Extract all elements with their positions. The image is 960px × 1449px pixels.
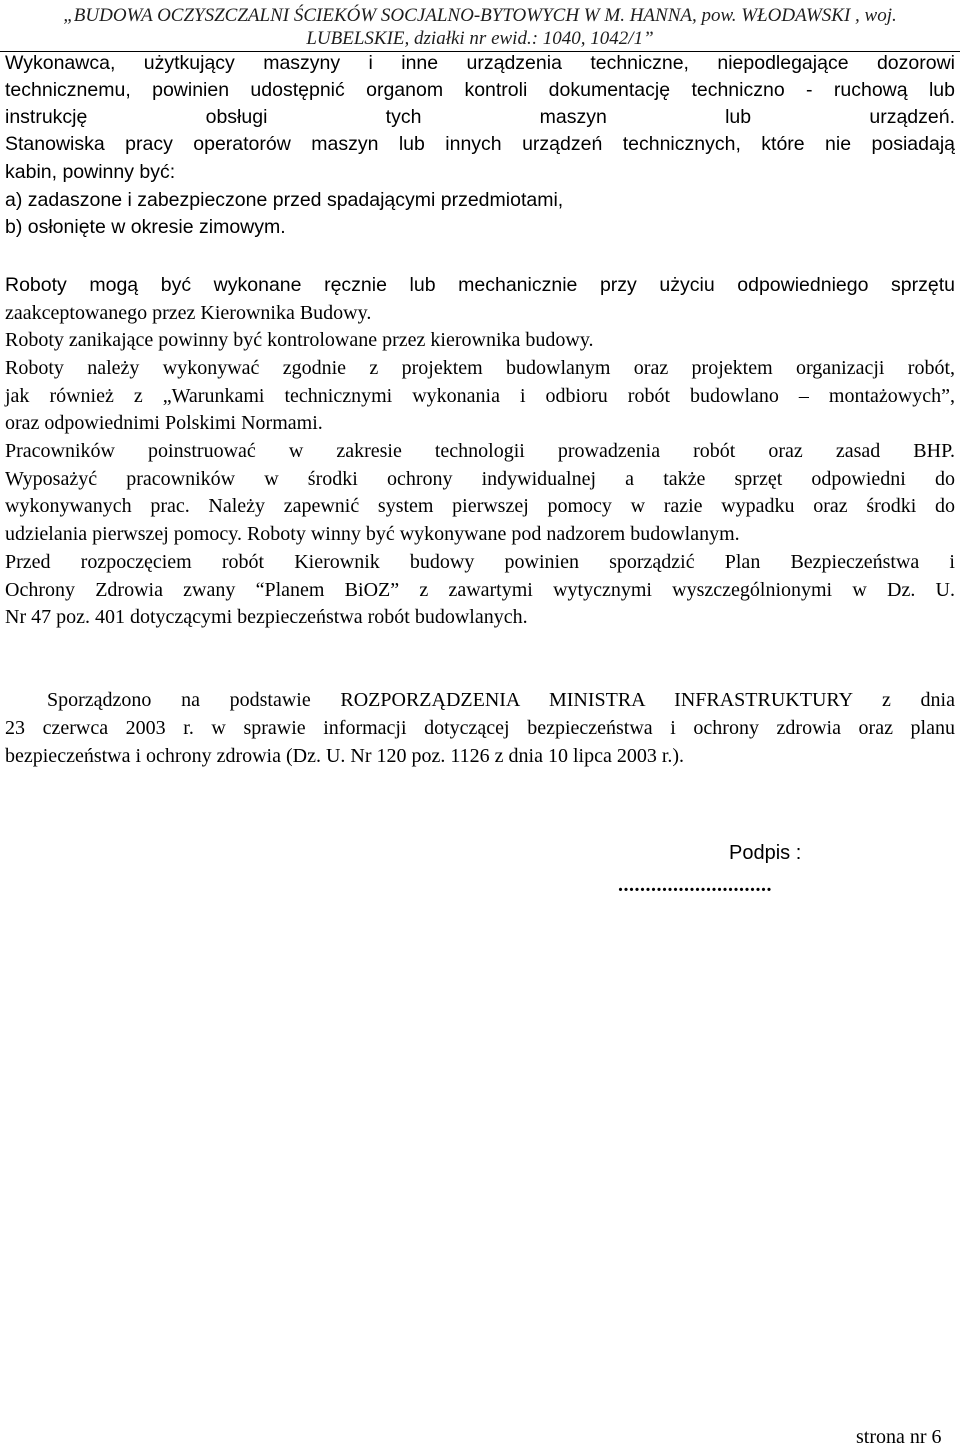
paragraph-line: technicznemu, powinien udostępnić organom kontroli dokumentację techniczno - ruchową lub: [5, 79, 955, 101]
paragraph-line: wykonywanych prac. Należy zapewnić system pierwszej pomocy w razie wypadku oraz środki do: [5, 495, 955, 517]
paragraph-line: Wykonawca, użytkujący maszyny i inne urządzenia techniczne, niepodlegające dozorowi: [5, 52, 955, 74]
paragraph-line: Nr 47 poz. 401 dotyczącymi bezpieczeństwa robót budowlanych.: [5, 606, 528, 628]
paragraph-line: oraz odpowiednimi Polskimi Normami.: [5, 412, 323, 434]
paragraph-line: Roboty mogą być wykonane ręcznie lub mechanicznie przy użyciu odpowiedniego sprzętu: [5, 274, 955, 296]
paragraph-line: kabin, powinny być:: [5, 161, 176, 183]
signature-label: Podpis :: [729, 842, 802, 864]
paragraph-line: Przed rozpoczęciem robót Kierownik budowy powinien sporządzić Plan Bezpieczeństwa i: [5, 551, 955, 573]
paragraph-line: Wyposażyć pracowników w środki ochrony indywidualnej a także sprzęt odpowiedni do: [5, 468, 955, 490]
paragraph-line: jak również z „Warunkami technicznymi wykonania i odbioru robót budowlano – montażowych”,: [5, 385, 955, 407]
page-number: strona nr 6: [856, 1426, 942, 1448]
paragraph-line: Roboty należy wykonywać zgodnie z projektem budowlanym oraz projektem organizacji robót,: [5, 357, 955, 379]
basis-line: bezpieczeństwa i ochrony zdrowia (Dz. U. Nr 120 poz. 1126 z dnia 10 lipca 2003 r.).: [5, 745, 685, 767]
header-line-1: „BUDOWA OCZYSZCZALNI ŚCIEKÓW SOCJALNO-BYTOWYCH W M. HANNA, pow. WŁODAWSKI , woj.: [63, 5, 897, 26]
signature-dots: ............................: [618, 874, 772, 896]
paragraph-line: Ochrony Zdrowia zwany “Planem BiOZ” z zawartymi wytycznymi wyszczególnionymi w Dz. U.: [5, 579, 955, 601]
paragraph-line: instrukcję obsługi tych maszyn lub urządzeń.: [5, 106, 955, 128]
basis-line: Sporządzono na podstawie ROZPORZĄDZENIA MINISTRA INFRASTRUKTURY z dnia: [47, 689, 955, 711]
paragraph-line: Roboty zanikające powinny być kontrolowane przez kierownika budowy.: [5, 329, 594, 351]
paragraph-line: Stanowiska pracy operatorów maszyn lub innych urządzeń technicznych, które nie posiadają: [5, 133, 955, 155]
paragraph-line: Pracowników poinstruować w zakresie technologii prowadzenia robót oraz zasad BHP.: [5, 440, 955, 462]
list-item-b: b) osłonięte w okresie zimowym.: [5, 216, 286, 238]
basis-line: 23 czerwca 2003 r. w sprawie informacji dotyczącej bezpieczeństwa i ochrony zdrowia oraz planu: [5, 717, 955, 739]
list-item-a: a) zadaszone i zabezpieczone przed spadającymi przedmiotami,: [5, 189, 564, 211]
paragraph-line: zaakceptowanego przez Kierownika Budowy.: [5, 302, 372, 324]
paragraph-line: udzielania pierwszej pomocy. Roboty winny być wykonywane pod nadzorem budowlanym.: [5, 523, 740, 545]
header-line-2: LUBELSKIE, działki nr ewid.: 1040, 1042/1”: [306, 28, 654, 49]
document-header: [0, 4, 960, 52]
